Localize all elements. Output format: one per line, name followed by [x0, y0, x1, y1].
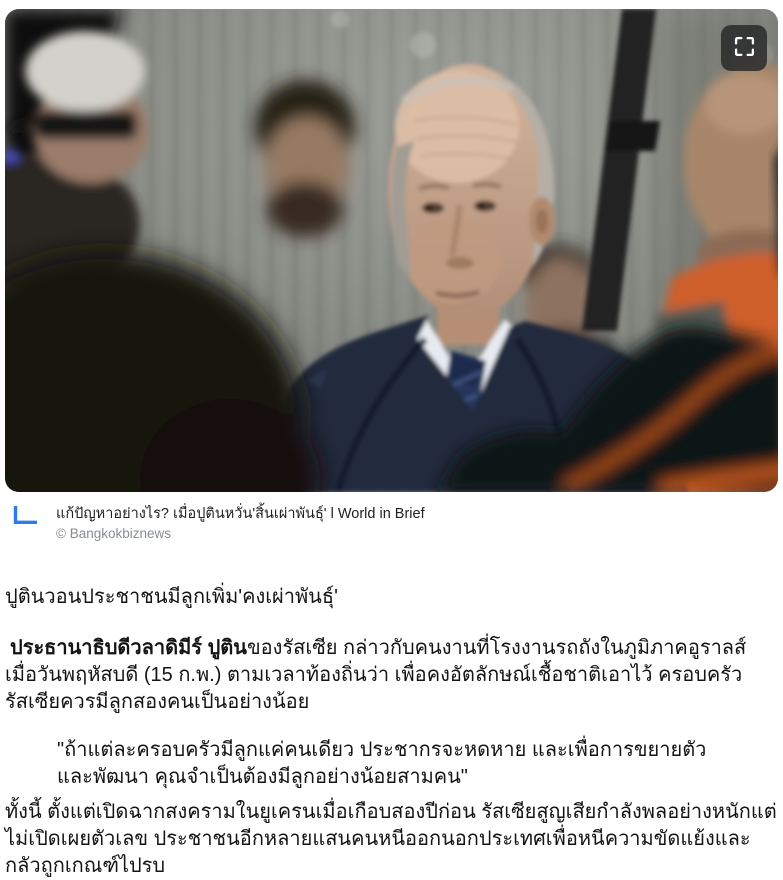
photo-illustration — [5, 9, 778, 492]
fullscreen-button[interactable] — [721, 25, 767, 71]
caption-text: แก้ปัญหาอย่างไร? เมื่อปูตินหวั่น'สิ้นเผ่าพันธุ์' l World in Brief — [56, 506, 425, 522]
article-quote: "ถ้าแต่ละครอบครัวมีลูกแค่คนเดียว ประชากรจะหดหาย และเพื่อการขยายตัวและพัฒนา คุณจำเป็นต้องมีลูกอย่างน้อยสามคน" — [57, 739, 707, 788]
article-headline: ปูตินวอนประชาชนมีลูกเพิ่ม'คงเผ่าพันธุ์' — [5, 586, 338, 608]
photo-credit: © Bangkokbiznews — [56, 526, 172, 541]
photo-caption — [13, 505, 783, 542]
article-photo — [5, 9, 778, 492]
article-body — [5, 584, 778, 880]
article-paragraph-1 — [5, 635, 778, 716]
paragraph-lead-bold: ประธานาธิบดีวลาดิมีร์ ปูติน — [10, 637, 247, 659]
fullscreen-icon — [734, 36, 755, 60]
article-paragraph-2: ทั้งนี้ ตั้งแต่เปิดฉากสงครามในยูเครนเมื่อเกือบสองปีก่อน รัสเซียสูญเสียกำลังพลอย่างหนักแต่ไม่เปิดเผยตัวเลข ประชาชนอีกหลายแสนคนหนีออกนอกประเทศเพื่อหนีความขัดแย้งและกลัวถูกเกณฑ์ไปรบ — [5, 801, 777, 877]
article-figure — [0, 9, 783, 542]
caption-corner-icon — [13, 506, 38, 531]
paragraph-1-text: ของรัสเซีย กล่าวกับคนงานที่โรงงานรถถังในภูมิภาคอูราลส์ เมื่อวันพฤหัสบดี (15 ก.พ.) ตามเวลาท้องถิ่นว่า เพื่อคงอัตลักษณ์เชื้อชาติเอาไว้ ครอบครัวรัสเซียควรมีลูกสองคนเป็นอย่างน้อย — [5, 637, 747, 713]
